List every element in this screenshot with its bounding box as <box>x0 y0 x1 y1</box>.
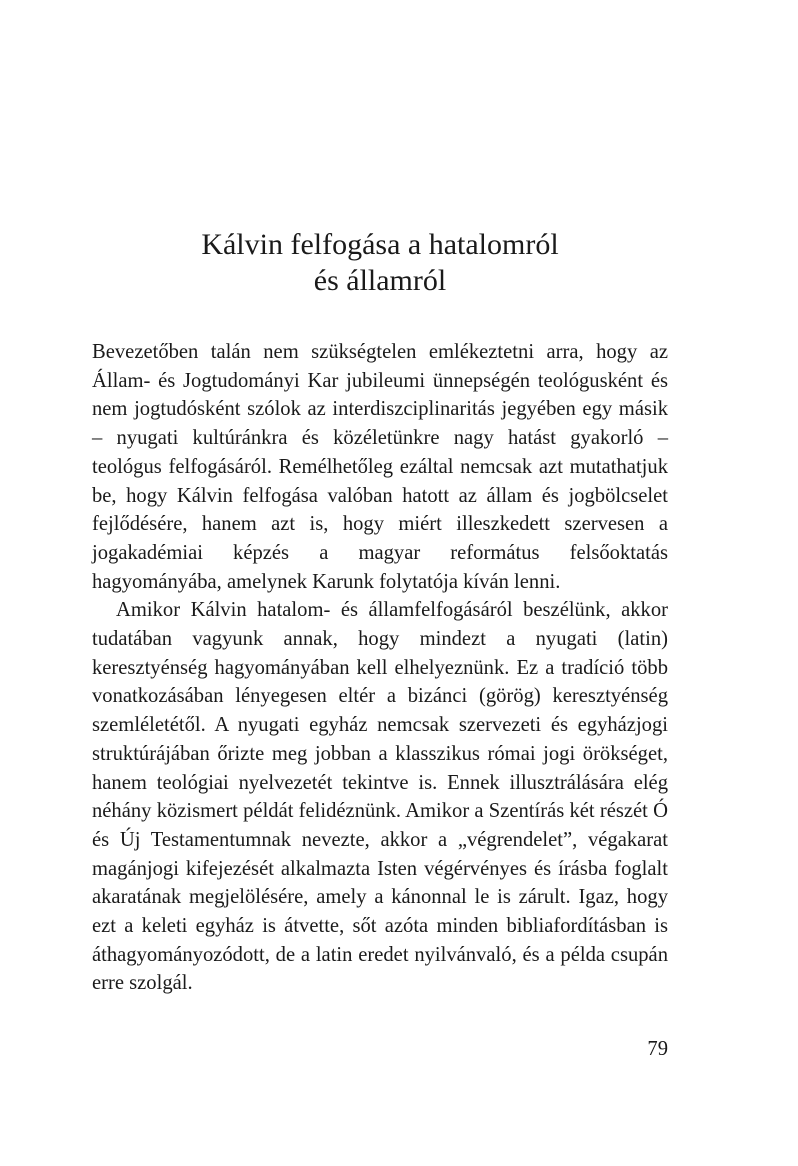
page-number: 79 <box>647 1038 668 1060</box>
chapter-title <box>92 227 668 299</box>
book-page <box>92 0 668 1166</box>
body-text <box>92 338 668 998</box>
chapter-title-line-1: Kálvin felfogása a hatalomról <box>201 228 559 261</box>
paragraph-1: Bevezetőben talán nem szükségtelen emlékeztetni arra, hogy az Állam- és Jogtudományi Kar jubileumi ünnepségén teológusként és nem jogtudósként szólok az interdiszciplinaritás jegyében egy másik – nyugati kultúránkra és közéletünkre nagy hatást gyakorló – teológus felfogásáról. Remélhetőleg ezáltal nemcsak azt mutathatjuk be, hogy Kálvin felfogása valóban hatott az állam és jogbölcselet fejlődésére, hanem azt is, hogy miért illeszkedett szervesen a jogakadémiai képzés a magyar református felsőoktatás hagyományába, amelynek Karunk folytatója kíván lenni. <box>92 341 668 593</box>
chapter-title-line-2: és államról <box>313 264 447 297</box>
paragraph-2: Amikor Kálvin hatalom- és államfelfogásáról beszélünk, akkor tudatában vagyunk annak, hogy mindezt a nyugati (latin) keresztyénség hagyományában kell elhelyeznünk. Ez a tradíció több vonatkozásában lényegesen eltér a bizánci (görög) keresztyénség szemléletétől. A nyugati egyház nemcsak szervezeti és egyházjogi struktúrájában őrizte meg jobban a klasszikus római jogi örökséget, hanem teológiai nyelvezetét tekintve is. Ennek illusztrálására elég néhány közismert példát felidéznünk. Amikor a Szentírás két részét Ó és Új Testamentumnak nevezte, akkor a „végrendelet”, végakarat magánjogi kifejezését alkalmazta Isten végérvényes és írásba foglalt akaratának megjelölésére, amely a kánonnal le is zárult. Igaz, hogy ezt a keleti egyház is átvette, sőt azóta minden bibliafordításban is áthagyományozódott, de a latin eredet nyilvánvaló, és a példa csupán erre szolgál. <box>92 599 668 995</box>
